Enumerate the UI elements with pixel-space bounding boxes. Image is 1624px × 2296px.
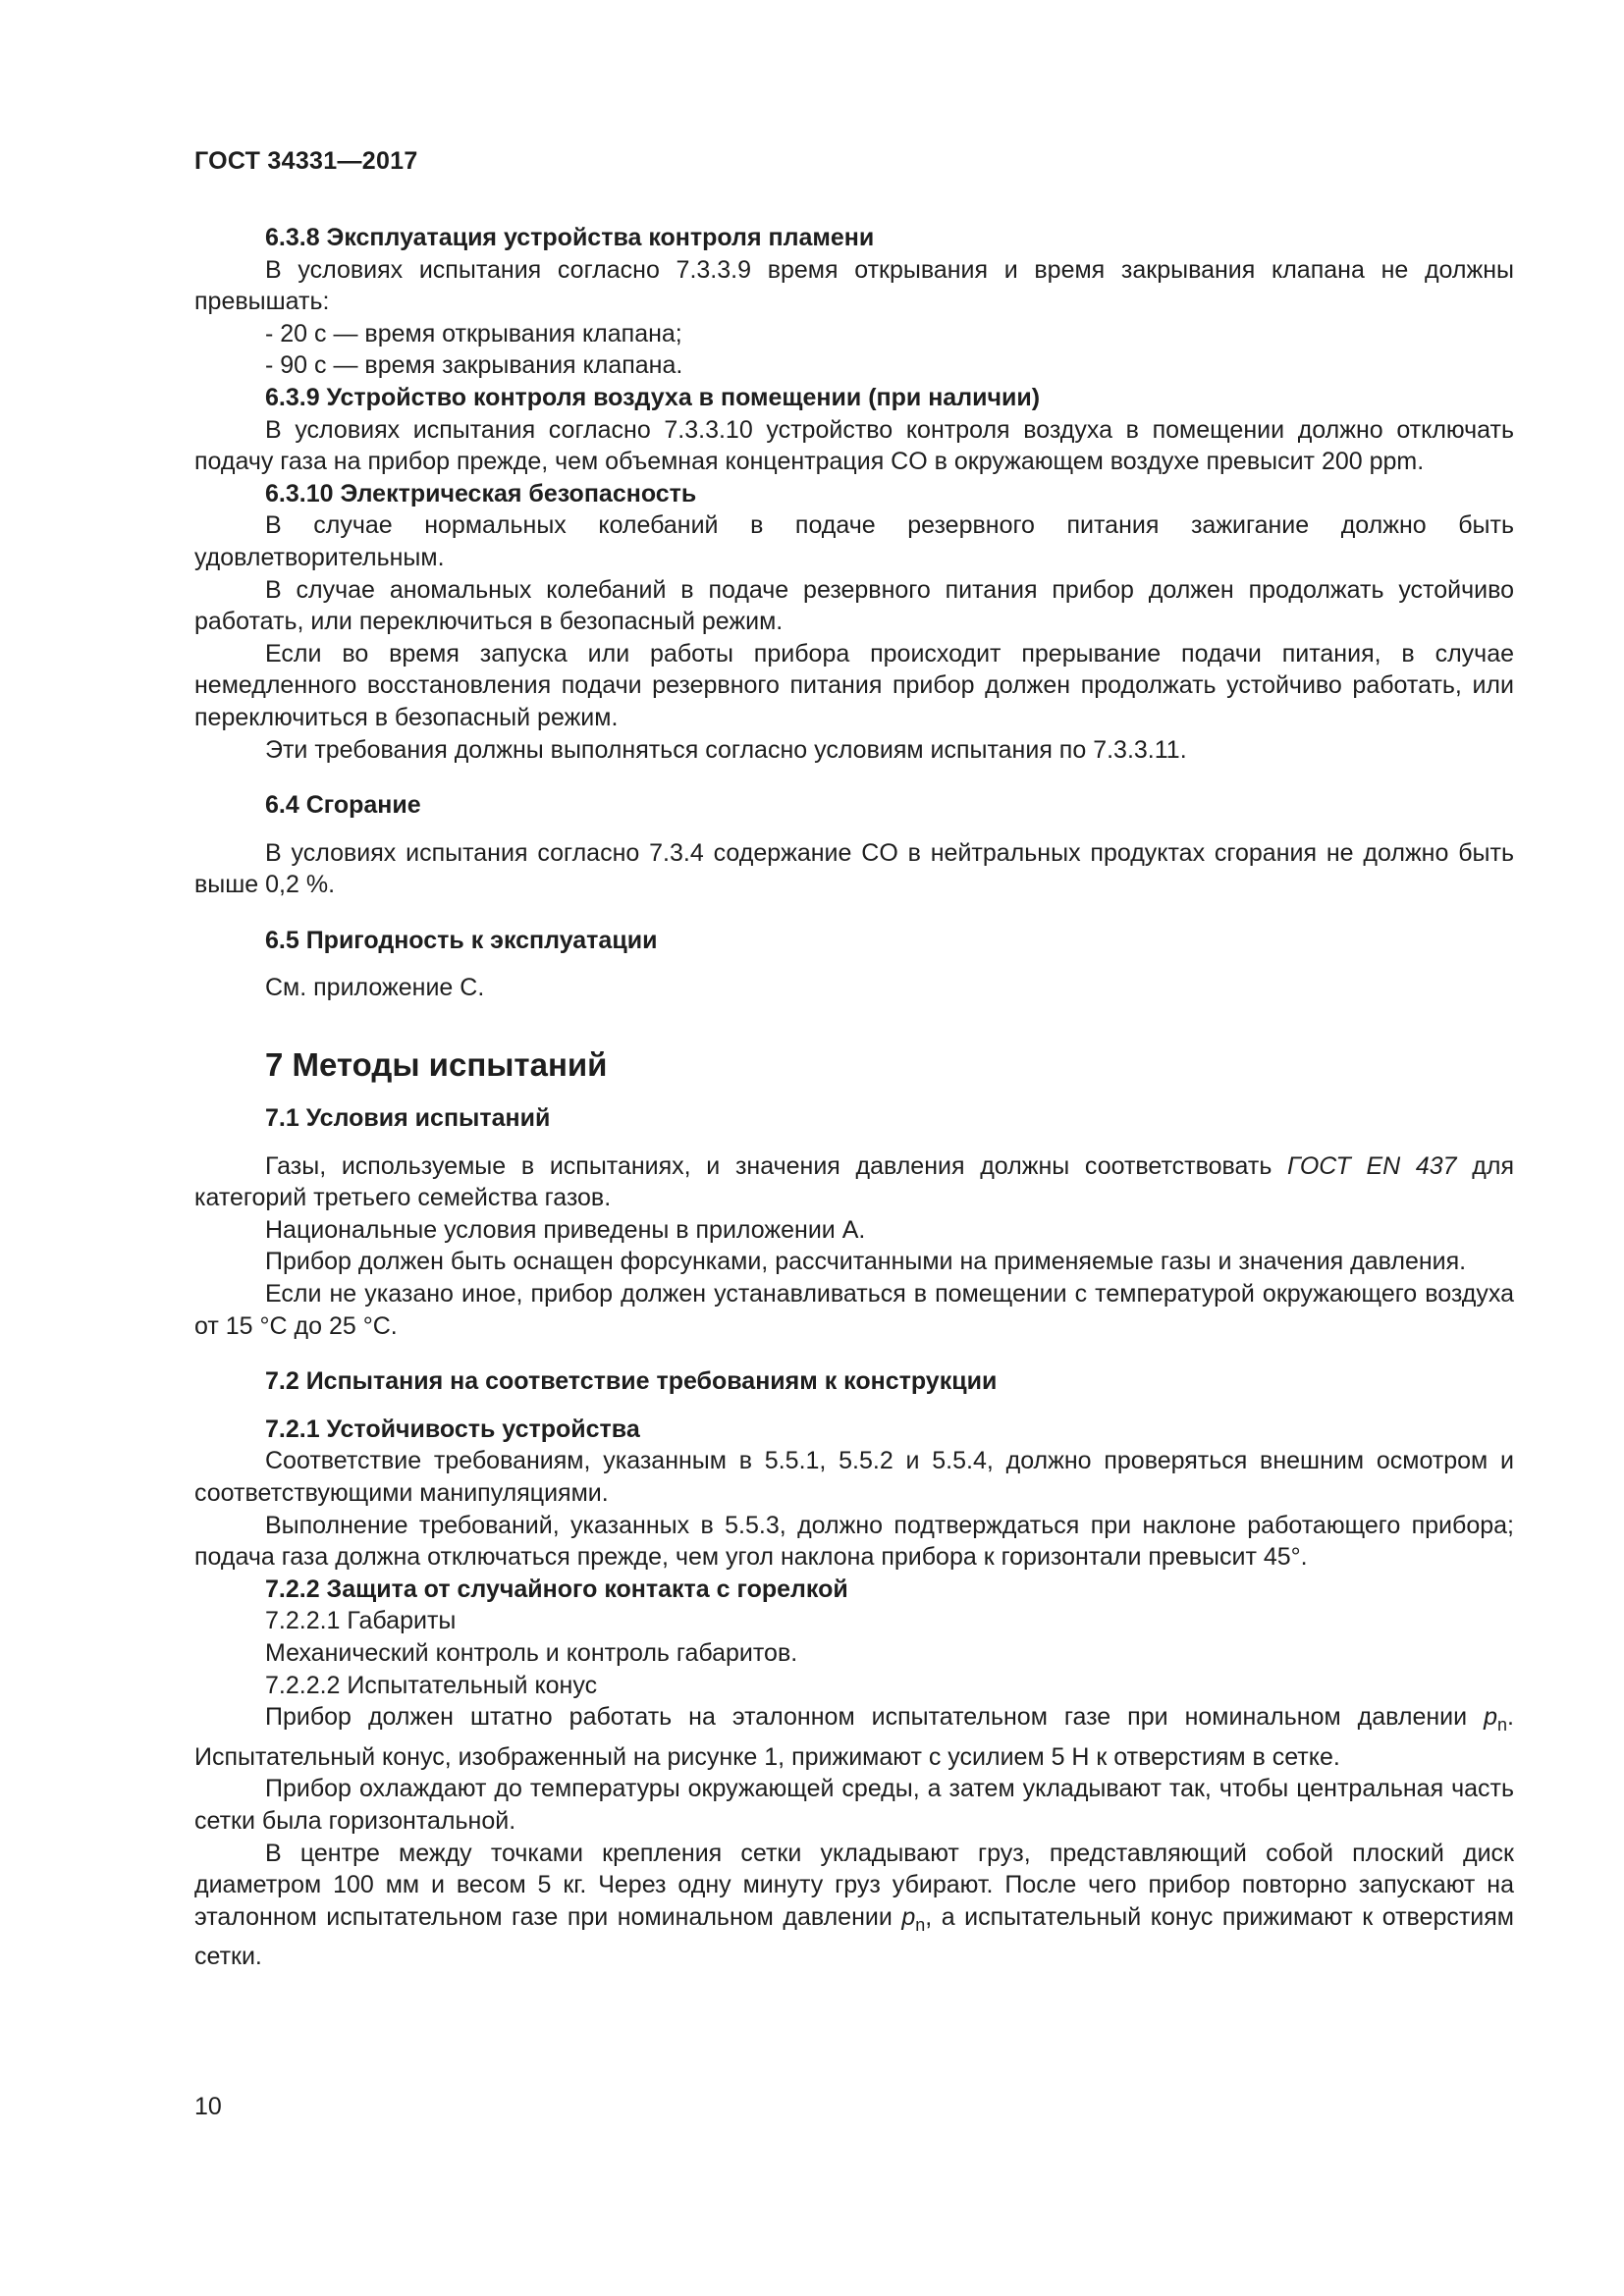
section-6-4-title: 6.4 Сгорание <box>265 791 421 820</box>
text: . Испытательный конус, изображенный на рисунке 1, прижимают с усилием 5 Н к отверстиям в сетке. <box>194 1703 1514 1771</box>
paragraph: Если во время запуска или работы прибора происходит прерывание подачи питания, в случае немедленного восстановления подачи резервного питания прибор должен продолжать устойчиво работать, или переключиться в безопасный режим. <box>194 639 1514 731</box>
symbol: p <box>901 1902 916 1931</box>
paragraph: В условиях испытания согласно 7.3.3.10 устройство контроля воздуха в помещении должно отключать подачу газа на прибор прежде, чем объемная концентрация CO в окружающем воздухе превысит 200 ppm. <box>194 415 1514 476</box>
paragraph: Если не указано иное, прибор должен устанавливаться в помещении с температурой окружающего воздуха от 15 °C до 25 °C. <box>194 1280 1514 1340</box>
paragraph: В случае аномальных колебаний в подаче резервного питания прибор должен продолжать устойчиво работать, или переключиться в безопасный режим. <box>194 575 1514 636</box>
symbol-subscript: n <box>915 1914 926 1935</box>
paragraph: См. приложение C. <box>265 974 485 1002</box>
subsection-7-2-2-2-title: 7.2.2.2 Испытательный конус <box>265 1671 598 1699</box>
document-body <box>194 222 1514 1973</box>
section-6-3-9-title: 6.3.9 Устройство контроля воздуха в помещении (при наличии) <box>265 383 1041 411</box>
text: Газы, используемые в испытаниях, и значения давления должны соответствовать <box>265 1151 1288 1180</box>
section-6-3-10-title: 6.3.10 Электрическая безопасность <box>265 479 697 507</box>
paragraph: Национальные условия приведены в приложении A. <box>265 1215 866 1244</box>
paragraph <box>194 1838 1514 1973</box>
paragraph: Соответствие требованиям, указанным в 5.5.1, 5.5.2 и 5.5.4, должно проверяться внешним осмотром и соответствующими манипуляциями. <box>194 1447 1514 1507</box>
text: , а испытательный конус прижимают к отверстиям сетки. <box>194 1902 1514 1971</box>
document-header-id: ГОСТ 34331—2017 <box>194 147 418 175</box>
paragraph: В случае нормальных колебаний в подаче резервного питания зажигание должно быть удовлетворительным. <box>194 511 1514 571</box>
page-number: 10 <box>194 2093 222 2120</box>
text: В центре между точками крепления сетки укладывают груз, представляющий собой плоский диск диаметром 100 мм и весом 5 кг. Через одну минуту груз убирают. После чего прибор повторно запускают на эталонном испытательном газе при номинальном давлении <box>194 1839 1514 1931</box>
paragraph: Выполнение требований, указанных в 5.5.3, должно подтверждаться при наклоне работающего прибора; подача газа должна отключаться прежде, чем угол наклона прибора к горизонтали превысит 45°. <box>194 1511 1514 1572</box>
paragraph <box>194 1150 1514 1214</box>
section-7-1-title: 7.1 Условия испытаний <box>265 1104 551 1133</box>
paragraph: В условиях испытания согласно 7.3.3.9 время открывания и время закрывания клапана не должны превышать: <box>194 255 1514 316</box>
section-6-3-8-title: 6.3.8 Эксплуатация устройства контроля пламени <box>265 224 875 251</box>
standard-reference: ГОСТ EN 437 <box>1287 1151 1457 1180</box>
paragraph: Прибор должен быть оснащен форсунками, рассчитанными на применяемые газы и значения давления. <box>265 1248 1467 1276</box>
paragraph: Механический контроль и контроль габаритов. <box>265 1638 798 1667</box>
nominal-pressure-symbol <box>1484 1703 1508 1735</box>
symbol-subscript: n <box>1497 1715 1508 1735</box>
list-item: - 20 с — время открывания клапана; <box>265 319 682 347</box>
paragraph: В условиях испытания согласно 7.3.4 содержание CO в нейтральных продуктах сгорания не должно быть выше 0,2 %. <box>194 838 1514 899</box>
paragraph: Эти требования должны выполняться согласно условиям испытания по 7.3.3.11. <box>265 735 1187 764</box>
list-item: - 90 с — время закрывания клапана. <box>265 351 683 380</box>
section-7-2-2-title: 7.2.2 Защита от случайного контакта с горелкой <box>265 1575 848 1603</box>
section-6-5-title: 6.5 Пригодность к эксплуатации <box>265 926 658 954</box>
paragraph <box>194 1701 1514 1773</box>
section-7-2-1-title: 7.2.1 Устойчивость устройства <box>265 1415 640 1443</box>
section-7-2-title: 7.2 Испытания на соответствие требованиям к конструкции <box>265 1367 998 1396</box>
chapter-7-title: 7 Методы испытаний <box>265 1046 608 1084</box>
text: Прибор должен штатно работать на эталонном испытательном газе при номинальном давлении <box>265 1703 1485 1732</box>
symbol: p <box>1484 1703 1498 1732</box>
subsection-7-2-2-1-title: 7.2.2.1 Габариты <box>265 1607 457 1635</box>
nominal-pressure-symbol <box>901 1902 926 1935</box>
paragraph: Прибор охлаждают до температуры окружающей среды, а затем укладывают так, чтобы центральная часть сетки была горизонтальной. <box>194 1775 1514 1835</box>
text: для категорий третьего семейства газов. <box>194 1151 1514 1212</box>
